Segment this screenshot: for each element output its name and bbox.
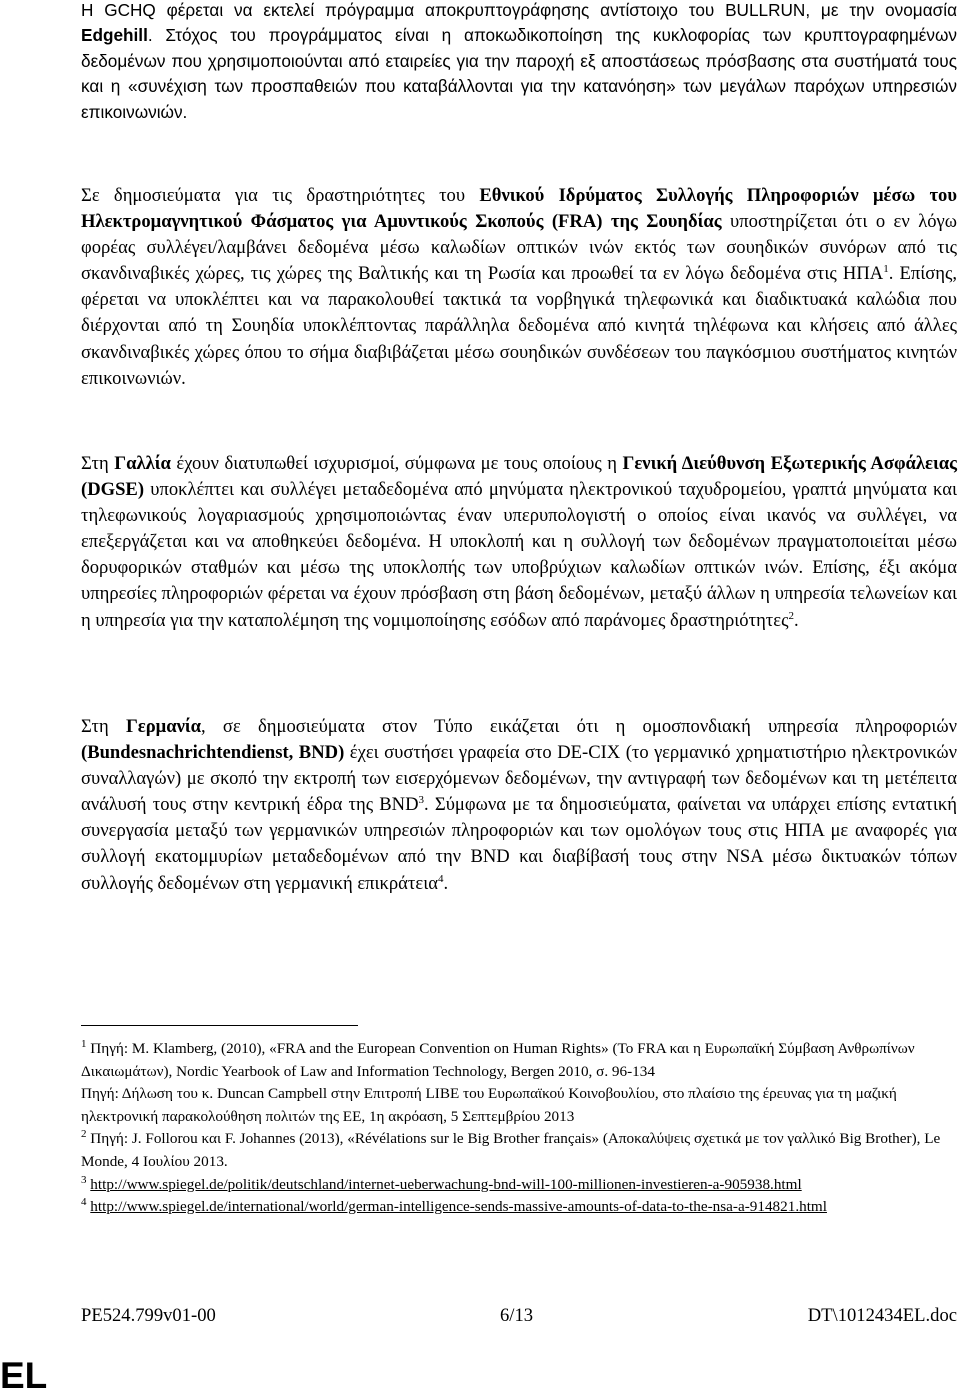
bold-term: Γαλλία	[114, 453, 171, 474]
footnote-text: Πηγή: J. Follorou και F. Johannes (2013), «Révélations sur le Big Brother français» (Αποκαλύψεις σχετικά με τον γαλλικό Big Brother), Le Monde, 4 Ιουλίου 2013.	[81, 1130, 941, 1170]
text-run: έχουν διατυπωθεί ισχυρισμοί, σύμφωνα με τους οποίους η	[170, 453, 623, 474]
footnote-4	[81, 1196, 957, 1219]
footnote-mark: 2	[81, 1128, 87, 1141]
bold-term: Γερμανία	[125, 716, 202, 737]
bold-term: Edgehill	[81, 25, 148, 46]
text-run: Στη	[81, 453, 115, 474]
text-run: Η GCHQ φέρεται να εκτελεί πρόγραμμα αποκρυπτογράφησης αντίστοιχο του BULLRUN, με την ονομασία	[81, 0, 957, 20]
footnote-mark: 4	[81, 1196, 87, 1209]
bold-term: (Bundesnachrichtendienst, BND)	[81, 742, 345, 764]
paragraph-france	[81, 451, 957, 634]
footnote-2	[81, 1128, 957, 1173]
footnote-mark: 1	[81, 1037, 87, 1050]
footnotes	[81, 1038, 957, 1219]
document-filename: DT\1012434EL.doc	[807, 1305, 957, 1326]
bold-term: Γενική Διεύθυνση Εξωτερικής Ασφάλειας (DGSE)	[81, 453, 957, 501]
footnote-ref[interactable]: 4	[437, 872, 444, 885]
footnote-1-cont	[81, 1083, 957, 1128]
footnote-3	[81, 1174, 957, 1197]
bold-term: Εθνικού Ιδρύματος Συλλογής Πληροφοριών μέσω του Ηλεκτρομαγνητικού Φάσματος για Αμυντικούς Σκοπούς (FRA) της Σουηδίας	[81, 185, 957, 233]
text-run: υποκλέπτει και συλλέγει μεταδεδομένα από μηνύματα ηλεκτρονικού ταχυδρομείου, γραπτά μηνύματα και τηλεφωνικούς λογαριασμούς χρησιμοποιώντας έναν υπερυπολογιστή ο οποίος είναι ικανός να συλλέγει, να επεξεργάζεται και να αποθηκεύει δεδομένα. Η υποκλοπή και η συλλογή των δεδομένων πραγματοποιείται μέσω δορυφορικών σταθμών και μέσω της υποκλοπής των υποβρύχιων καλωδίων οπτικών ινών. Επίσης, έξι ακόμα υπηρεσίες πληροφοριών φέρεται να έχουν πρόσβαση στη βάση δεδομένων, μεταξύ άλλων η υπηρεσία τελωνείων και η υπηρεσία για την καταπολέμηση της νομιμοποίησης εσόδων από παράνομες δραστηριότητες	[81, 479, 957, 631]
page-number: 6/13	[500, 1305, 534, 1326]
text-run: Στη	[81, 716, 126, 737]
footnote-separator	[81, 1025, 358, 1026]
text-run: Σε δημοσιεύματα για τις δραστηριότητες του	[81, 185, 480, 206]
paragraph-sweden	[81, 183, 957, 392]
footnote-ref[interactable]: 1	[883, 263, 889, 276]
footnote-ref[interactable]: 3	[418, 794, 425, 807]
footnote-ref[interactable]: 2	[788, 609, 794, 622]
footnote-3-link[interactable]: http://www.spiegel.de/politik/deutschland/internet-ueberwachung-bnd-will-100-millionen-investieren-a-905938.html	[90, 1175, 802, 1193]
footnote-4-link[interactable]: http://www.spiegel.de/international/world/german-intelligence-sends-massive-amounts-of-data-to-the-nsa-a-914821.html	[90, 1198, 827, 1216]
text-run: έχει συστήσει γραφεία στο DE-CIX (το γερμανικό χρηματιστήριο ηλεκτρονικών συναλλαγών) με σκοπό την εκτροπή των εισερχόμενων δεδομένων, την αντιγραφή των δεδομένων και τη μετέπειτα ανάλυσή τους στην κεντρική έδρα της BND	[81, 742, 957, 816]
footnote-text: Πηγή: M. Klamberg, (2010), «FRA and the European Convention on Human Rights» (Το FRA και η Ευρωπαϊκή Σύμβαση Ανθρωπίνων Δικαιωμάτων), Nordic Yearbook of Law and Information Technology, Bergen 2010, σ. 96-134	[81, 1040, 915, 1080]
paragraph-gchq	[81, 0, 957, 125]
text-run: .	[793, 609, 799, 631]
footnote-text: Πηγή: Δήλωση του κ. Duncan Campbell στην Επιτροπή LIBE του Ευρωπαϊκού Κοινοβουλίου, στο πλαίσιο της έρευνας για τη μαζική ηλεκτρονική παρακολούθηση πολιτών της ΕΕ, 1η ακρόαση, 5 Σεπτεμβρίου 2013	[81, 1085, 897, 1125]
text-run: . Σύμφωνα με τα δημοσιεύματα, φαίνεται να υπάρχει επίσης εντατική συνεργασία μεταξύ των γερμανικών υπηρεσιών πληροφοριών και των ομολόγων τους στις ΗΠΑ με αναφορές για συλλογή εκατομμυρίων μεταδεδομένων από την BND και διαβίβασή τους στην NSA μέσω δικτυακών τόπων συλλογής δεδομένων στη γερμανική επικράτεια	[81, 794, 957, 894]
text-run: , σε δημοσιεύματα στον Τύπο εικάζεται ότι η ομοσπονδιακή υπηρεσία πληροφοριών	[201, 716, 957, 737]
footnote-mark: 3	[81, 1173, 87, 1186]
page-footer	[81, 1305, 957, 1331]
text-run: . Επίσης, φέρεται να υποκλέπτει και να παρακολουθεί τακτικά τα νορβηγικά τηλεφωνικά και διαδικτυακά καλώδια που διέρχονται από τη Σουηδία υποκλέπτοντας παράλληλα δεδομένα από κινητά τηλέφωνα και κλήσεις από άλλες σκανδιναβικές χώρες όπου το σήμα διαβιβάζεται μέσω σουηδικών συνδέσεων του παγκόσμιου συστήματος κινητών επικοινωνιών.	[81, 263, 957, 389]
text-run: υποστηρίζεται ότι ο εν λόγω φορέας συλλέγει/λαμβάνει δεδομένα μέσω καλωδίων οπτικών ινών εκτός των σουηδικών συνόρων από τις σκανδιναβικές χώρες, τις χώρες της Βαλτικής και τη Ρωσία και προωθεί τα εν λόγω δεδομένα στις ΗΠΑ	[81, 211, 957, 285]
paragraph-germany	[81, 714, 957, 897]
document-reference: PE524.799v01-00	[81, 1305, 216, 1326]
text-run: .	[443, 872, 449, 894]
text-run: . Στόχος του προγράμματος είναι η αποκωδικοποίηση της κυκλοφορίας των κρυπτογραφημένων δεδομένων που χρησιμοποιούνται από εταιρείες για την παροχή εξ αποστάσεως πρόσβασης στα συστήματά τους και η «συνέχιση των προσπαθειών που καταβάλλονται για την κατανόηση» των μεγάλων παρόχων υπηρεσιών επικοινωνιών.	[81, 25, 957, 122]
footnote-1	[81, 1038, 957, 1083]
language-code: EL	[0, 1355, 48, 1396]
